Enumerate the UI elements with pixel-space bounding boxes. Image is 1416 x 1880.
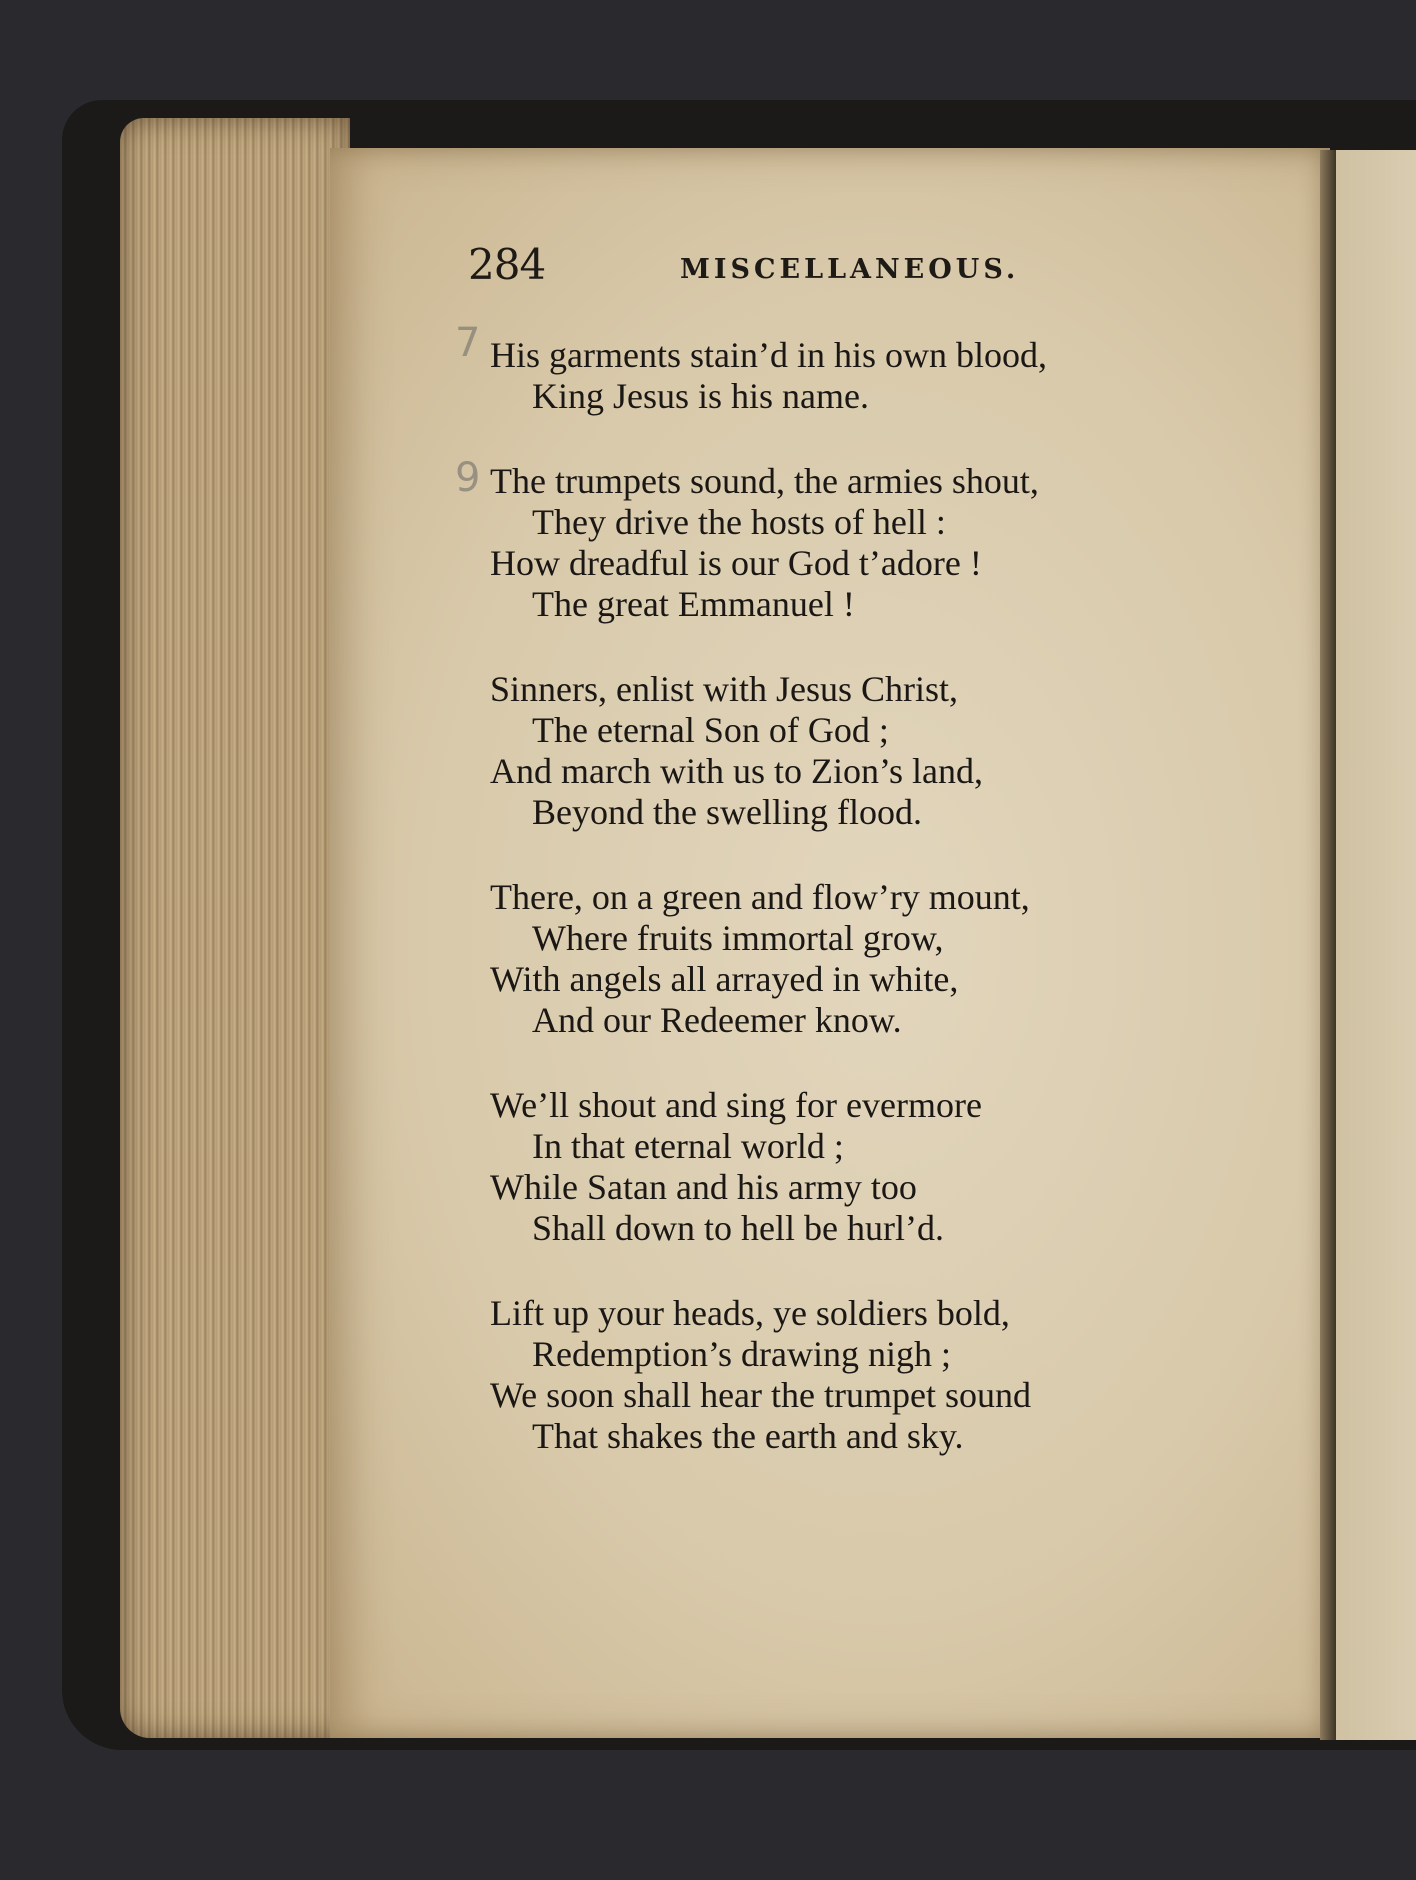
page-edges — [120, 118, 350, 1738]
hymn-text — [490, 335, 1250, 1501]
book-gutter — [1320, 150, 1336, 1740]
running-title: MISCELLANEOUS. — [680, 254, 1020, 285]
page-number: 284 — [468, 240, 546, 289]
pencil-annotation: 9 — [455, 455, 481, 501]
stanza — [490, 335, 1250, 417]
verse-line: Beyond the swelling flood. — [532, 792, 922, 832]
verse-line: They drive the hosts of hell : — [532, 502, 946, 542]
verse-line: We soon shall hear the trumpet sound — [490, 1375, 1031, 1415]
page-header — [468, 240, 1088, 300]
verse-line: Where fruits immortal grow, — [532, 918, 944, 958]
verse-line: There, on a green and flow’ry mount, — [490, 877, 1030, 917]
verse-line: The eternal Son of God ; — [532, 710, 889, 750]
verse-line: Redemption’s drawing nigh ; — [532, 1334, 951, 1374]
verse-line: King Jesus is his name. — [532, 376, 869, 416]
stanza — [490, 877, 1250, 1041]
facing-page-edge — [1336, 150, 1416, 1740]
verse-line: The trumpets sound, the armies shout, — [490, 461, 1039, 501]
verse-line: In that eternal world ; — [532, 1126, 844, 1166]
verse-line: With angels all arrayed in white, — [490, 959, 959, 999]
stanza — [490, 1085, 1250, 1249]
verse-line: And march with us to Zion’s land, — [490, 751, 983, 791]
verse-line: We’ll shout and sing for evermore — [490, 1085, 982, 1125]
verse-line: His garments stain’d in his own blood, — [490, 335, 1047, 375]
verse-line: That shakes the earth and sky. — [532, 1416, 964, 1456]
verse-line: Shall down to hell be hurl’d. — [532, 1208, 944, 1248]
stanza — [490, 669, 1250, 833]
verse-line: The great Emmanuel ! — [532, 584, 855, 624]
verse-line: Lift up your heads, ye soldiers bold, — [490, 1293, 1010, 1333]
pencil-annotation: 7 — [455, 320, 481, 366]
verse-line: And our Redeemer know. — [532, 1000, 902, 1040]
stanza — [490, 1293, 1250, 1457]
verse-line: While Satan and his army too — [490, 1167, 917, 1207]
stanza — [490, 461, 1250, 625]
verse-line: Sinners, enlist with Jesus Christ, — [490, 669, 959, 709]
verse-line: How dreadful is our God t’adore ! — [490, 543, 982, 583]
